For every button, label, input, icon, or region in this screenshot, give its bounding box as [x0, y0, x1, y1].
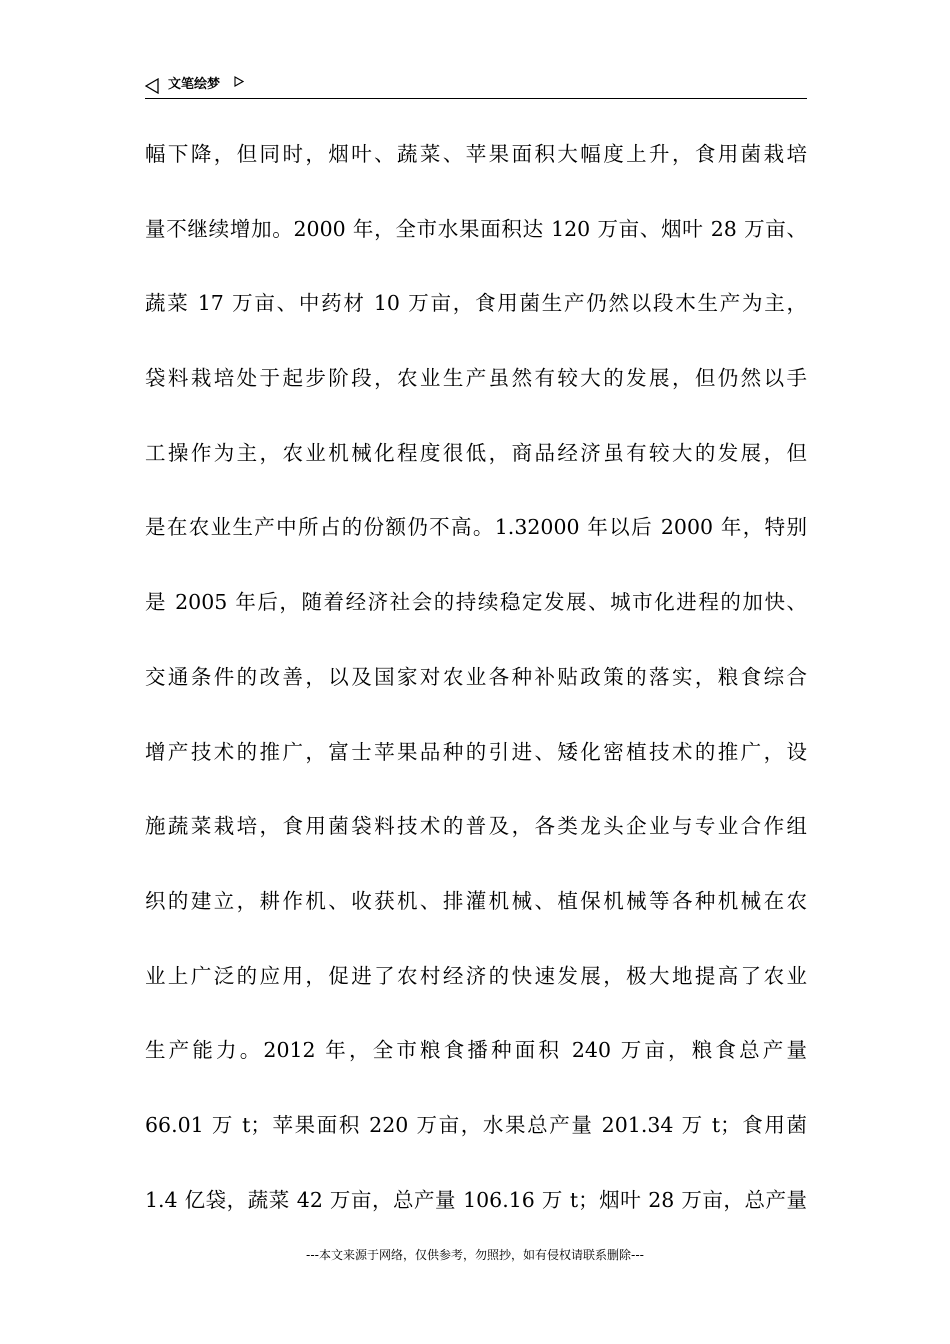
- text-line: 织的建立，耕作机、收获机、排灌机械、植保机械等各种机械在农: [145, 888, 807, 913]
- text-line: 施蔬菜栽培，食用菌袋料技术的普及，各类龙头企业与专业合作组: [145, 814, 807, 839]
- left-triangle-outline-icon: [145, 78, 159, 94]
- text-line: 袋料栽培处于起步阶段，农业生产虽然有较大的发展，但仍然以手: [145, 366, 807, 391]
- page-header: [145, 74, 807, 99]
- header-title: 文笔绘梦: [168, 77, 221, 92]
- text-line: 1.4 亿袋，蔬菜 42 万亩，总产量 106.16 万 t；烟叶 28 万亩，总产量: [145, 1187, 807, 1212]
- text-line: 量不继续增加。2000 年，全市水果面积达 120 万亩、烟叶 28 万亩、: [145, 216, 807, 241]
- text-line: 66.01 万 t；苹果面积 220 万亩，水果总产量 201.34 万 t；食用菌: [145, 1112, 807, 1137]
- document-body: [145, 134, 807, 1254]
- text-line: 生产能力。2012 年，全市粮食播种面积 240 万亩，粮食总产量: [145, 1038, 807, 1063]
- text-line: 业上广泛的应用，促进了农村经济的快速发展，极大地提高了农业: [145, 963, 807, 988]
- right-triangle-outline-icon: [234, 76, 244, 87]
- footer-disclaimer: ---本文来源于网络，仅供参考，勿照抄，如有侵权请联系删除---: [306, 1248, 644, 1262]
- text-line: 工操作为主，农业机械化程度很低，商品经济虽有较大的发展，但: [145, 440, 807, 465]
- text-line: 是 2005 年后，随着经济社会的持续稳定发展、城市化进程的加快、: [145, 590, 807, 615]
- text-line: 幅下降，但同时，烟叶、蔬菜、苹果面积大幅度上升，食用菌栽培: [145, 142, 807, 166]
- text-line: 交通条件的改善，以及国家对农业各种补贴政策的落实，粮食综合: [145, 664, 807, 689]
- text-line: 是在农业生产中所占的份额仍不高。1.32000 年以后 2000 年，特别: [145, 515, 807, 540]
- text-line: 蔬菜 17 万亩、中药材 10 万亩，食用菌生产仍然以段木生产为主，: [145, 291, 807, 316]
- text-line: 增产技术的推广，富士苹果品种的引进、矮化密植技术的推广，设: [145, 739, 807, 764]
